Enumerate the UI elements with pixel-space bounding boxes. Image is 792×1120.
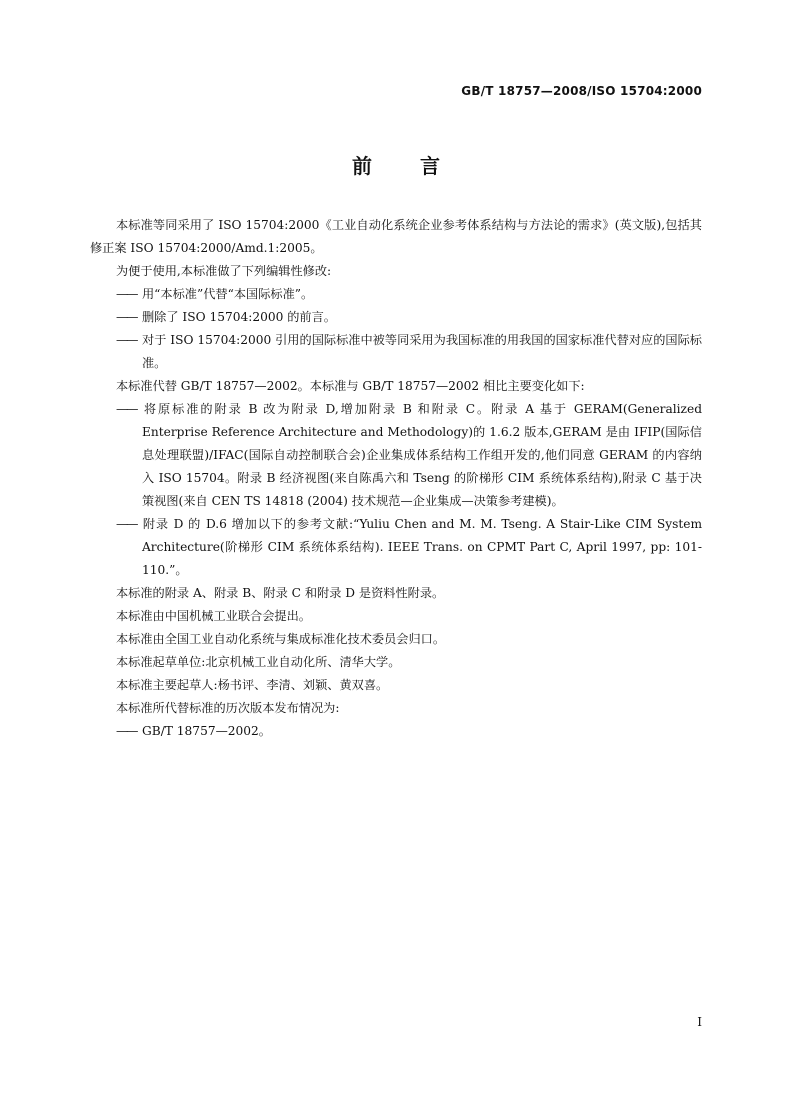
list-item-text: 对于 ISO 15704:2000 引用的国际标准中被等同采用为我国标准的用我国的国家标准代替对应的国际标准。	[142, 333, 702, 370]
dash-marker: ——	[116, 517, 137, 531]
paragraph-technical-committee: 本标准由全国工业自动化系统与集成标准化技术委员会归口。	[116, 632, 446, 646]
list-item-change-1	[90, 398, 702, 513]
dash-marker: ——	[116, 287, 137, 301]
list-item-editorial-3	[90, 329, 702, 375]
dash-marker: ——	[116, 310, 137, 324]
dash-marker: ——	[116, 402, 137, 416]
list-item-text: 附录 D 的 D.6 增加以下的参考文献:“Yuliu Chen and M. M. Tseng. A Stair-Like CIM System Architecture(阶梯形 CIM 系统体系结构). IEEE Trans. on CPMT Part C, April 1997, pp: 101-110.”。	[142, 517, 702, 577]
document-code-header: GB/T 18757—2008/ISO 15704:2000	[461, 84, 702, 98]
list-item-text: 将原标准的附录 B 改为附录 D,增加附录 B 和附录 C。附录 A 基于 GERAM(Generalized Enterprise Reference Architecture and Methodology)的 1.6.2 版本,GERAM 是由 IFIP(国际信息处理联盟)/IFAC(国际自动控制联合会)企业集成体系结构工作组开发的,他们同意 GERAM 的内容纳入 ISO 15704。附录 B 经济视图(来自陈禹六和 Tseng 的阶梯形 CIM 系统体系结构),附录 C 基于决策视图(来自 CEN TS 14818 (2004) 技术规范—企业集成—决策参考建模)。	[142, 402, 702, 508]
list-item-change-2	[90, 513, 702, 582]
dash-marker: ——	[116, 724, 137, 738]
foreword-body	[90, 214, 702, 743]
list-item-text: 用“本标准”代替“本国际标准”。	[142, 287, 314, 301]
paragraph-proposed-by: 本标准由中国机械工业联合会提出。	[116, 609, 311, 623]
paragraph-history-intro: 本标准所代替标准的历次版本发布情况为:	[116, 701, 340, 715]
page-title: 前言	[352, 154, 488, 178]
list-item-text: 删除了 ISO 15704:2000 的前言。	[142, 310, 336, 324]
list-item-history-1	[90, 720, 702, 743]
page-number: I	[697, 1015, 702, 1029]
list-item-text: GB/T 18757—2002。	[142, 724, 271, 738]
list-item-editorial-2	[90, 306, 702, 329]
paragraph-drafters: 本标准主要起草人:杨书评、李清、刘颖、黄双喜。	[116, 678, 389, 692]
paragraph-adoption: 本标准等同采用了 ISO 15704:2000《工业自动化系统企业参考体系结构与方法论的需求》(英文版),包括其修正案 ISO 15704:2000/Amd.1:2005。	[90, 218, 702, 255]
paragraph-annexes: 本标准的附录 A、附录 B、附录 C 和附录 D 是资料性附录。	[116, 586, 445, 600]
dash-marker: ——	[116, 333, 137, 347]
paragraph-editorial-intro: 为便于使用,本标准做了下列编辑性修改:	[116, 264, 332, 278]
paragraph-drafting-units: 本标准起草单位:北京机械工业自动化所、清华大学。	[116, 655, 401, 669]
paragraph-replaces: 本标准代替 GB/T 18757—2002。本标准与 GB/T 18757—2002 相比主要变化如下:	[116, 379, 585, 393]
list-item-editorial-1	[90, 283, 702, 306]
